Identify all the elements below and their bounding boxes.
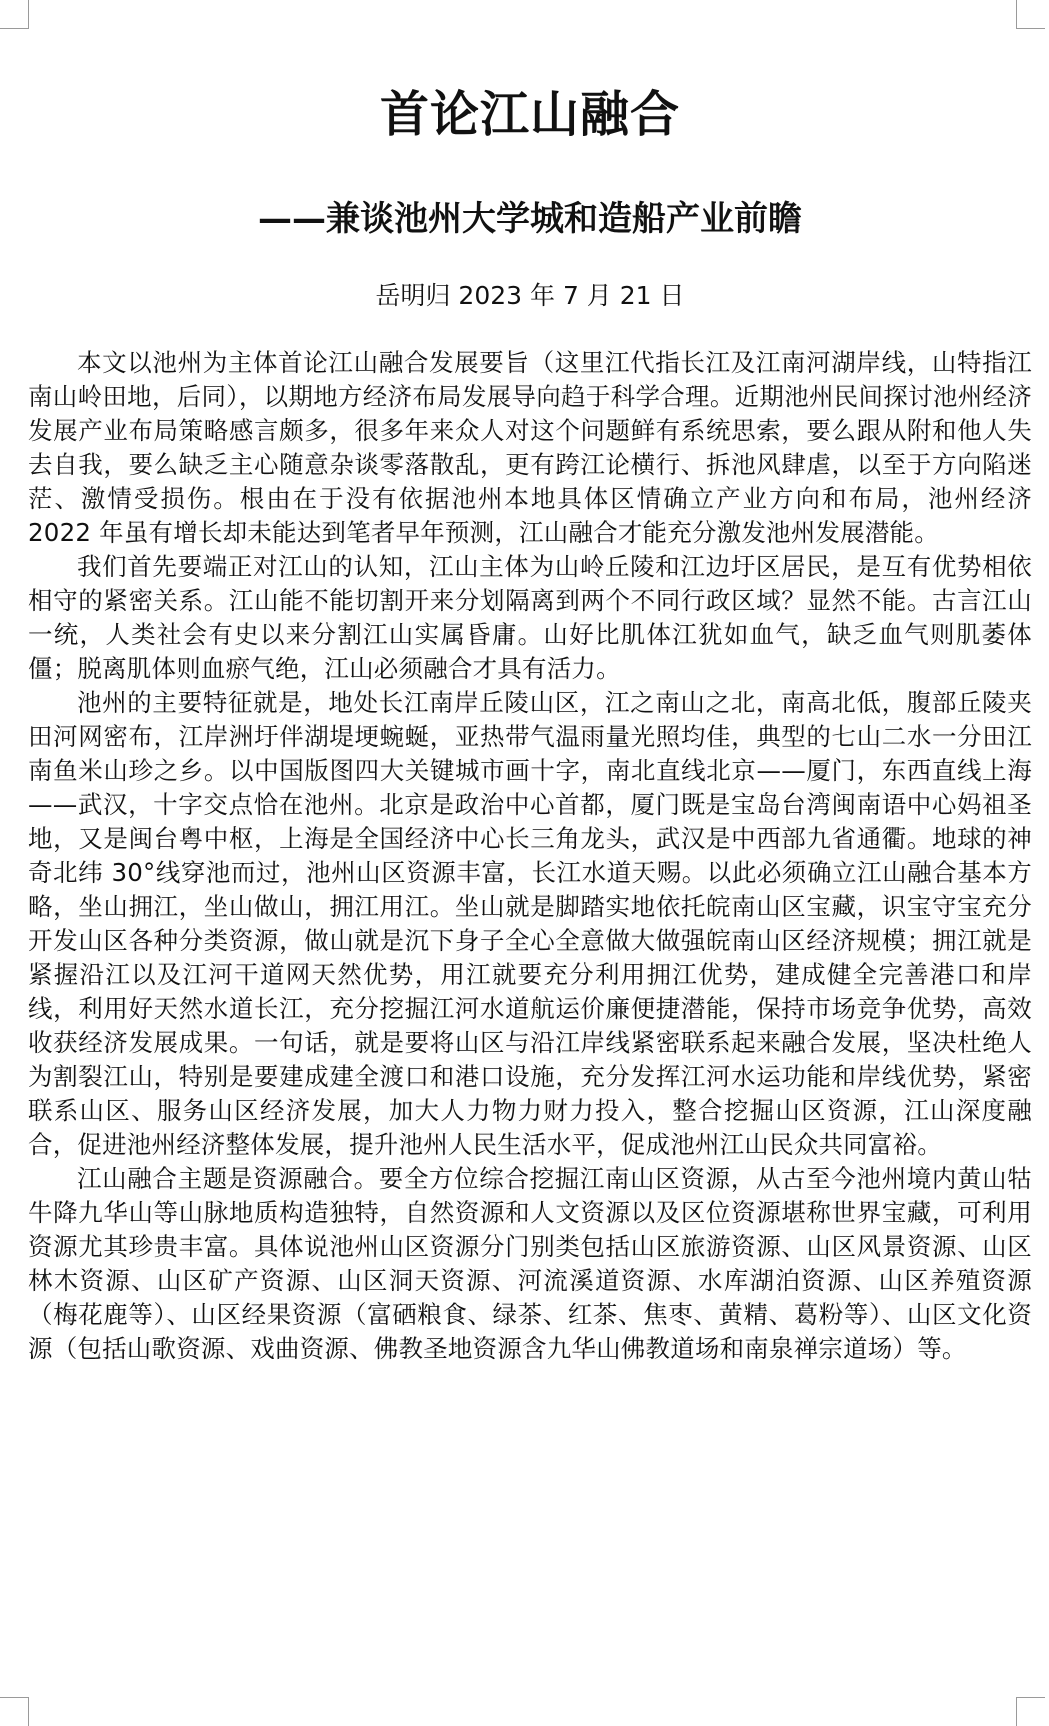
document-title: 首论江山融合 — [379, 86, 680, 143]
document-body — [28, 346, 1032, 1366]
paragraph-intro: 本文以池州为主体首论江山融合发展要旨（这里江代指长江及江南河湖岸线，山特指江南山岭田地，后同），以期地方经济布局发展导向趋于科学合理。近期池州民间探讨池州经济发展产业布局策略感言颇多，很多年来众人对这个问题鲜有系统思索，要么跟从附和他人失去自我，要么缺乏主心随意杂谈零落散乱，更有跨江论横行、拆池风肆虐，以至于方向陷迷茫、激情受损伤。根由在于没有依据池州本地具体区情确立产业方向和布局，池州经济 2022 年虽有增长却未能达到笔者早年预测，江山融合才能充分激发池州发展潜能。 — [28, 348, 1032, 547]
paragraph-resource-fusion: 江山融合主题是资源融合。要全方位综合挖掘江南山区资源，从古至今池州境内黄山牯牛降九华山等山脉地质构造独特，自然资源和人文资源以及区位资源堪称世界宝藏，可利用资源尤其珍贵丰富。具体说池州山区资源分门别类包括山区旅游资源、山区风景资源、山区林木资源、山区矿产资源、山区洞天资源、河流溪道资源、水库湖泊资源、山区养殖资源（梅花鹿等）、山区经果资源（富硒粮食、绿茶、红茶、焦枣、黄精、葛粉等）、山区文化资源（包括山歌资源、戏曲资源、佛教圣地资源含九华山佛教道场和南泉禅宗道场）等。 — [28, 1164, 1032, 1363]
document-page — [28, 0, 1032, 1366]
crop-mark-bottom-left — [0, 1697, 29, 1726]
crop-mark-bottom-right — [1016, 1697, 1045, 1726]
paragraph-jiangshan-recognition: 我们首先要端正对江山的认知，江山主体为山岭丘陵和江边圩区居民，是互有优势相依相守的紧密关系。江山能不能切割开来分划隔离到两个不同行政区域？显然不能。古言江山一统，人类社会有史以来分割江山实属昏庸。山好比肌体江犹如血气，缺乏血气则肌萎体僵；脱离肌体则血瘀气绝，江山必须融合才具有活力。 — [28, 552, 1032, 683]
paragraph-chizhou-features: 池州的主要特征就是，地处长江南岸丘陵山区，江之南山之北，南高北低，腹部丘陵夹田河网密布，江岸洲圩伴湖堤埂蜿蜒，亚热带气温雨量光照均佳，典型的七山二水一分田江南鱼米山珍之乡。以中国版图四大关键城市画十字，南北直线北京——厦门，东西直线上海——武汉，十字交点恰在池州。北京是政治中心首都，厦门既是宝岛台湾闽南语中心妈祖圣地，又是闽台粤中枢，上海是全国经济中心长三角龙头，武汉是中西部九省通衢。地球的神奇北纬 30°线穿池而过，池州山区资源丰富，长江水道天赐。以此必须确立江山融合基本方略，坐山拥江，坐山做山，拥江用江。坐山就是脚踏实地依托皖南山区宝藏，识宝守宝充分开发山区各种分类资源，做山就是沉下身子全心全意做大做强皖南山区经济规模；拥江就是紧握沿江以及江河干道网天然优势，用江就要充分利用拥江优势，建成健全完善港口和岸线，利用好天然水道长江，充分挖掘江河水道航运价廉便捷潜能，保持市场竞争优势，高效收获经济发展成果。一句话，就是要将山区与沿江岸线紧密联系起来融合发展，坚决杜绝人为割裂江山，特别是要建成建全渡口和港口设施，充分发挥江河水运功能和岸线优势，紧密联系山区、服务山区经济发展，加大人力物力财力投入，整合挖掘山区资源，江山深度融合，促进池州经济整体发展，提升池州人民生活水平，促成池州江山民众共同富裕。 — [28, 688, 1032, 1159]
document-subtitle: ——兼谈池州大学城和造船产业前瞻 — [258, 199, 802, 239]
author-date-line: 岳明归 2023 年 7 月 21 日 — [375, 281, 685, 310]
crop-mark-top-left — [0, 0, 29, 29]
